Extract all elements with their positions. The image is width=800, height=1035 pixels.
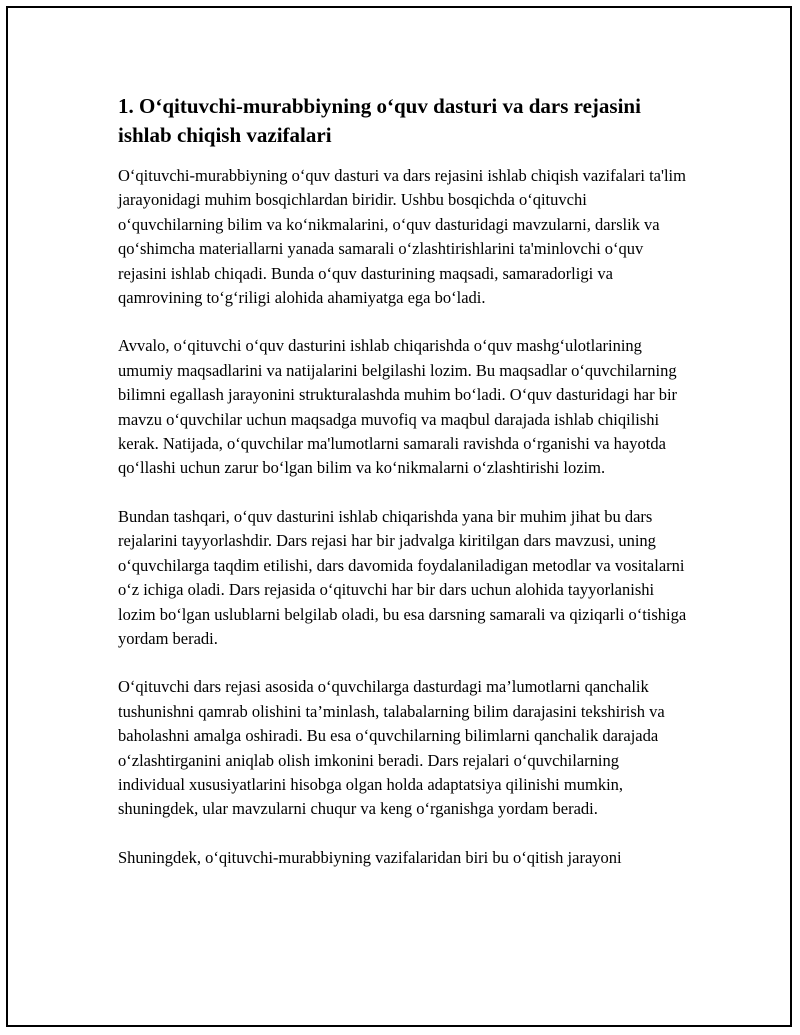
paragraph: Bundan tashqari, o‘quv dasturini ishlab chiqarishda yana bir muhim jihat bu dars rejalarini tayyorlashdir. Dars rejasi har bir jadvalga kiritilgan dars mavzusi, uning o‘quvchilarga taqdim etilishi, dars davomida foydalaniladigan metodlar va vositalarni o‘z ichiga oladi. Dars rejasida o‘qituvchi har bir dars uchun alohida tayyorlanishi lozim bo‘lgan uslublarni belgilab oladi, bu esa darsning samarali va qiziqarli o‘tishiga yordam beradi.	[118, 506, 687, 648]
paragraph: Avvalo, o‘qituvchi o‘quv dasturini ishlab chiqarishda o‘quv mashg‘ulotlarining umumiy maqsadlarini va natijalarini belgilashi lozim. Bu maqsadlar o‘quvchilarning bilimni egallash jarayonini strukturalashda muhim bo‘ladi. O‘quv dasturidagi har bir mavzu o‘quvchilar uchun maqsadga muvofiq va maqbul darajada ishlab chiqilishi kerak. Natijada, o‘quvchilar ma'lumotlarni samarali ravishda o‘rganishi va hayotda qo‘llashi uchun zarur bo‘lgan bilim va ko‘nikmalarni o‘zlashtirishi lozim.	[118, 336, 678, 478]
paragraph: Shuningdek, o‘qituvchi-murabbiyning vazifalaridan biri bu o‘qitish jarayoni	[118, 847, 622, 867]
paragraph: O‘qituvchi dars rejasi asosida o‘quvchilarga dasturdagi ma’lumotlarni qanchalik tushunishni qamrab olishini ta’minlash, talabalarning bilim darajasini tekshirish va baholashni amalga oshiradi. Bu esa o‘quvchilarning bilimlarni qanchalik darajada o‘zlashtirganini aniqlab olish imkonini beradi. Dars rejalari o‘quvchilarning individual xususiyatlarini hisobga olgan holda adaptatsiya qilinishi mumkin, shuningdek, ular mavzularni chuqur va keng o‘rganishga yordam beradi.	[118, 677, 665, 819]
document-body	[118, 92, 688, 894]
paragraph: O‘qituvchi-murabbiyning o‘quv dasturi va dars rejasini ishlab chiqish vazifalari ta'lim jarayonidagi muhim bosqichlardan biridir. Ushbu bosqichda o‘qituvchi o‘quvchilarning bilim va ko‘nikmalarini, o‘quv dasturidagi mavzularni, darslik va qo‘shimcha materiallarni yanada samarali o‘zlashtirishlarini ta'minlovchi o‘quv rejasini ishlab chiqadi. Bunda o‘quv dasturining maqsadi, samaradorligi va qamrovining to‘g‘riligi alohida ahamiyatga ega bo‘ladi.	[118, 166, 686, 308]
section-heading: 1. O‘qituvchi-murabbiyning o‘quv dasturi va dars rejasini ishlab chiqish vazifalari	[118, 94, 641, 147]
